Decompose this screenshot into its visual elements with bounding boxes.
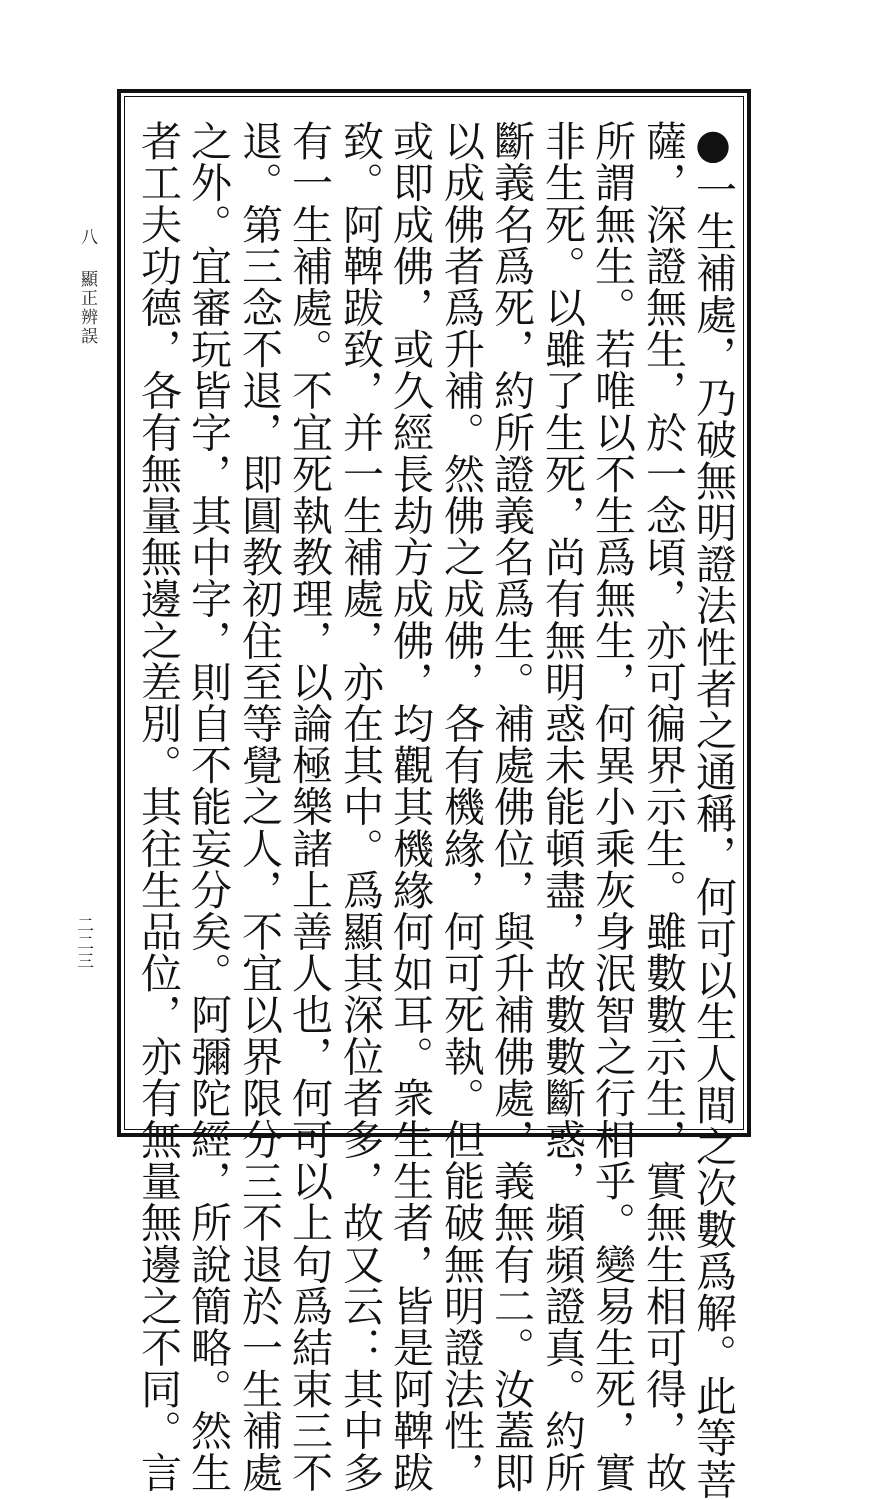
text-column: 者工夫功德，各有無量無邊之差別。其往生品位，亦有無量無邊之不同。言 [134,120,182,1493]
page-number: 二二三 [73,916,93,970]
text-column: 薩，深證無生，於一念頃，亦可徧界示生。雖數數示生，實無生相可得，故 [639,120,687,1493]
text-column: 所謂無生。若唯以不生爲無生，何異小乘灰身泯智之行相乎。變易生死，實 [588,120,636,1493]
text-column: 非生死。以雖了生死，尚有無明惑未能頓盡，故數數斷惑，頻頻證真。約所 [538,120,586,1493]
text-column: 斷義名爲死，約所證義名爲生。補處佛位，與升補佛處，義無有二。汝蓋即 [487,120,535,1493]
section-number: 八 [77,228,97,245]
text-column: 以成佛者爲升補。然佛之成佛，各有機緣，何可死執。但能破無明證法性， [437,120,485,1493]
text-column: 之外。宜審玩皆字，其中字，則自不能妄分矣。阿彌陀經，所說簡略。然生 [184,120,232,1493]
text-column: 或即成佛，或久經長劫方成佛，均觀其機緣何如耳。衆生生者，皆是阿鞞跋 [386,120,434,1493]
book-title: 顯正辨誤 [77,270,97,346]
text-column: 退。第三念不退，即圓教初住至等覺之人，不宜以界限分三不退於一生補處 [235,120,283,1493]
text-column: 致。阿鞞跋致，并一生補處，亦在其中。爲顯其深位者多，故又云：其中多 [336,120,384,1493]
text-column: ●一生補處，乃破無明證法性者之通稱，何可以生人間之次數爲解。此等菩 [689,120,737,1500]
text-column: 有一生補處。不宜死執教理，以論極樂諸上善人也，何可以上句爲結束三不 [285,120,333,1493]
body-text [134,120,740,1500]
